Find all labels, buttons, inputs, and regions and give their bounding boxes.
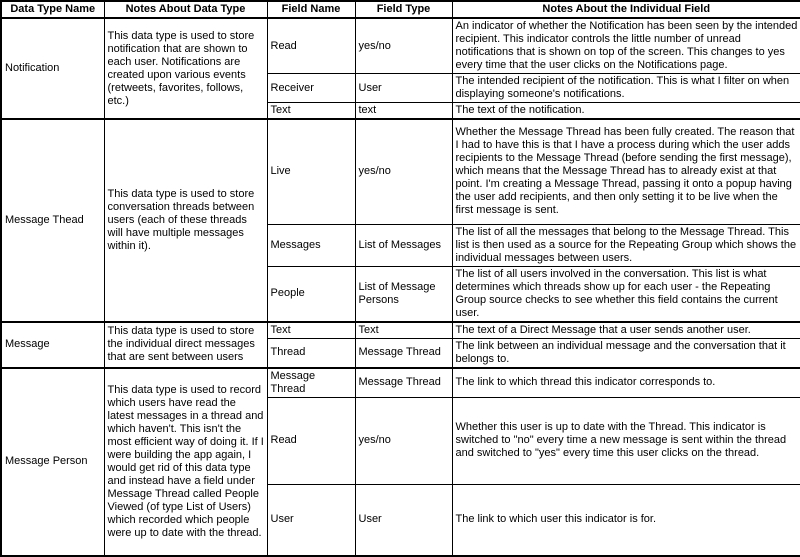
cell-field-name: Live [267, 119, 355, 224]
cell-data-type-notes: This data type is used to record which users have read the latest messages in a thread and which haven't. This isn't the most efficient way of doing it. If I were building the app again, I would get rid of this data type and instead have a field under Message Thread called People Viewed (of type List of Users) which recorded which people were up to date with the thread. [104, 368, 267, 557]
cell-data-type-notes: This data type is used to store notification that are shown to each user. Notifications are created upon various events (retweets, favorites, follows, etc.) [104, 18, 267, 119]
cell-field-name: Thread [267, 338, 355, 368]
cell-field-name: Read [267, 397, 355, 484]
cell-field-type: yes/no [355, 119, 452, 224]
cell-field-name: Text [267, 103, 355, 120]
table-row [1, 368, 800, 398]
cell-field-type: List of Messages [355, 224, 452, 266]
cell-data-type-name: Message Thead [1, 119, 104, 322]
cell-field-notes: The text of the notification. [452, 103, 800, 120]
table-row [1, 119, 800, 224]
cell-field-notes: The link between an individual message and the conversation that it belongs to. [452, 338, 800, 368]
table-row [1, 322, 800, 339]
header-field-name: Field Name [267, 1, 355, 18]
cell-field-notes: The intended recipient of the notification. This is what I filter on when displaying someone's notifications. [452, 74, 800, 103]
header-data-type-name: Data Type Name [1, 1, 104, 18]
cell-data-type-name: Notification [1, 18, 104, 119]
cell-field-type: User [355, 484, 452, 556]
cell-field-notes: The link to which thread this indicator corresponds to. [452, 368, 800, 398]
cell-field-notes: An indicator of whether the Notification has been seen by the intended recipient. This indicator controls the little number of unread notifications that is shown on top of the screen. This changes to yes every time that the user clicks on the Notifications page. [452, 18, 800, 74]
cell-field-notes: Whether the Message Thread has been fully created. The reason that I had to have this is that I have a process during which the user adds recipients to the Message Thread (before sending the first message), which means that the Message Thread has to already exist at that point. I'm creating a Message Thread, passing it onto a popup having the user add recipients, and then only setting it to be live when the first message is sent. [452, 119, 800, 224]
cell-field-notes: Whether this user is up to date with the Thread. This indicator is switched to "no" every time a new message is sent within the thread and switched to "yes" every time this user clicks on the thread. [452, 397, 800, 484]
cell-field-type: yes/no [355, 18, 452, 74]
cell-field-name: Receiver [267, 74, 355, 103]
cell-field-type: Text [355, 322, 452, 339]
cell-field-name: Text [267, 322, 355, 339]
cell-field-type: Message Thread [355, 338, 452, 368]
cell-field-name: User [267, 484, 355, 556]
cell-field-type: Message Thread [355, 368, 452, 398]
cell-data-type-name: Message [1, 322, 104, 368]
cell-field-name: Messages [267, 224, 355, 266]
cell-field-notes: The link to which user this indicator is for. [452, 484, 800, 556]
cell-field-name: People [267, 266, 355, 322]
cell-field-notes: The list of all the messages that belong to the Message Thread. This list is then used as a source for the Repeating Group which shows the individual messages between users. [452, 224, 800, 266]
header-notes-about-data-type: Notes About Data Type [104, 1, 267, 18]
cell-field-type: List of Message Persons [355, 266, 452, 322]
table-header-row [1, 1, 800, 18]
cell-data-type-notes: This data type is used to store the individual direct messages that are sent between users [104, 322, 267, 368]
header-notes-individual-field: Notes About the Individual Field [452, 1, 800, 18]
cell-data-type-name: Message Person [1, 368, 104, 557]
table-row [1, 18, 800, 74]
cell-field-name: Read [267, 18, 355, 74]
cell-field-type: text [355, 103, 452, 120]
cell-field-type: yes/no [355, 397, 452, 484]
cell-field-notes: The text of a Direct Message that a user sends another user. [452, 322, 800, 339]
cell-data-type-notes: This data type is used to store conversation threads between users (each of these threads will have multiple messages within it). [104, 119, 267, 322]
cell-field-name: Message Thread [267, 368, 355, 398]
header-field-type: Field Type [355, 1, 452, 18]
cell-field-notes: The list of all users involved in the conversation. This list is what determines which threads show up for each user - the Repeating Group source checks to see whether this field contains the current user. [452, 266, 800, 322]
cell-field-type: User [355, 74, 452, 103]
